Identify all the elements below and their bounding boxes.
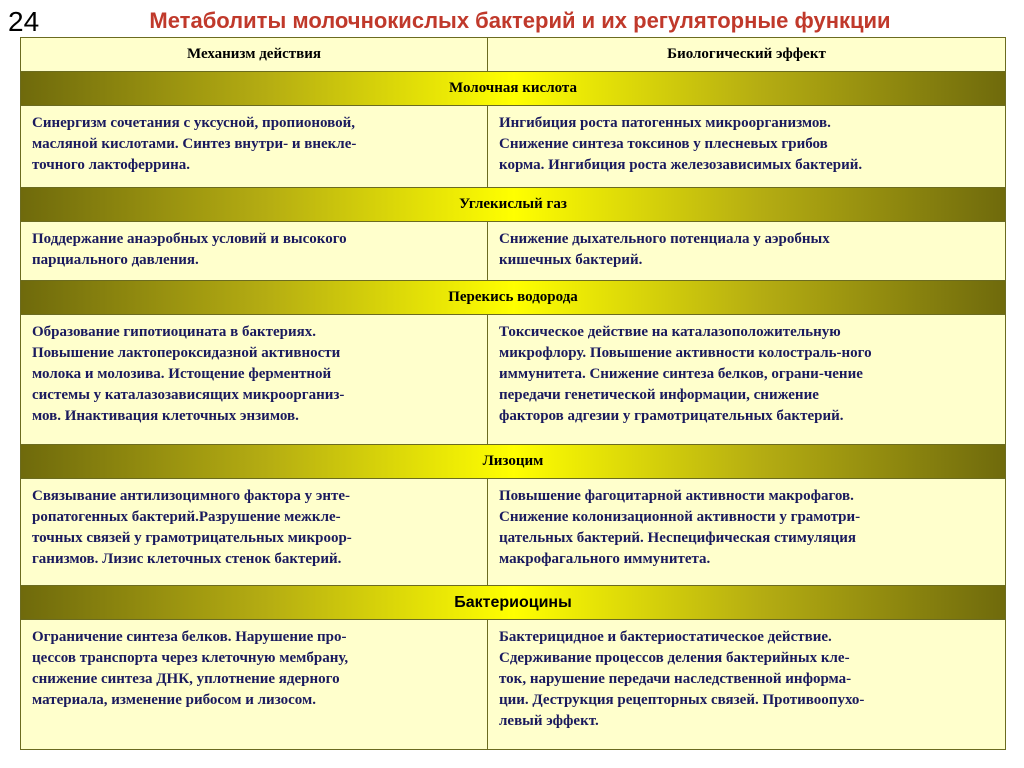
effect-cell — [488, 222, 1006, 281]
category-row-lysozyme — [21, 445, 1006, 479]
text-line: ток, нарушение передачи наследственной информа- — [499, 671, 852, 687]
slide-number: 24 — [8, 6, 40, 37]
text-line: Токсическое действие на каталазоположительную — [499, 324, 841, 340]
header-row — [21, 38, 1006, 72]
text-line: Повышение лактопероксидазной активности — [32, 345, 341, 361]
text-line: Поддержание анаэробных условий и высокого — [32, 231, 347, 247]
text-line: Связывание антилизоцимного фактора у энте- — [32, 488, 351, 504]
category-label: Перекись водорода — [21, 281, 1006, 315]
mechanism-cell — [21, 222, 488, 281]
table-row — [21, 479, 1006, 586]
mechanism-cell — [21, 479, 488, 586]
text-line: левый эффект. — [499, 713, 599, 729]
text-line: парциального давления. — [32, 252, 199, 268]
mechanism-cell — [21, 620, 488, 750]
text-line: Сдерживание процессов деления бактерийных кле- — [499, 650, 850, 666]
category-label: Лизоцим — [21, 445, 1006, 479]
text-line: цательных бактерий. Неспецифическая стимуляция — [499, 530, 856, 546]
text-line: мов. Инактивация клеточных энзимов. — [32, 408, 299, 424]
table-row — [21, 315, 1006, 445]
effect-cell — [488, 479, 1006, 586]
text-line: ропатогенных бактерий.Разрушение межкле- — [32, 509, 341, 525]
category-row-bacteriocins — [21, 586, 1006, 620]
category-row-hydrogen-peroxide — [21, 281, 1006, 315]
text-line: кишечных бактерий. — [499, 252, 643, 268]
table-row — [21, 620, 1006, 750]
text-line: ции. Деструкция рецепторных связей. Противоопухо- — [499, 692, 865, 708]
text-line: микрофлору. Повышение активности колостраль-ного — [499, 345, 872, 361]
category-row-lactic-acid — [21, 72, 1006, 106]
text-line: молока и молозива. Истощение ферментной — [32, 366, 332, 382]
text-line: Образование гипотиоцината в бактериях. — [32, 324, 316, 340]
text-line: корма. Ингибиция роста железозависимых бактерий. — [499, 157, 863, 173]
text-line: Ограничение синтеза белков. Нарушение про- — [32, 629, 347, 645]
text-line: масляной кислотами. Синтез внутри- и внекле- — [32, 136, 357, 152]
category-label: Бактериоцины — [21, 586, 1006, 620]
text-line: Снижение колонизационной активности у грамотри- — [499, 509, 861, 525]
mechanism-cell — [21, 106, 488, 188]
text-line: Повышение фагоцитарной активности макрофагов. — [499, 488, 854, 504]
text-line: снижение синтеза ДНК, уплотнение ядерного — [32, 671, 340, 687]
mechanism-cell — [21, 315, 488, 445]
text-line: передачи генетической информации, снижение — [499, 387, 819, 403]
category-row-carbon-dioxide — [21, 188, 1006, 222]
text-line: Снижение синтеза токсинов у плесневых грибов — [499, 136, 828, 152]
metabolites-table — [20, 37, 1006, 750]
text-line: макрофагального иммунитета. — [499, 551, 711, 567]
text-line: факторов адгезии у грамотрицательных бактерий. — [499, 408, 844, 424]
text-line: точного лактоферрина. — [32, 157, 191, 173]
text-line: системы у каталазозависящих микроорганиз- — [32, 387, 345, 403]
effect-cell — [488, 106, 1006, 188]
text-line: точных связей у грамотрицательных микроор- — [32, 530, 352, 546]
text-line: цессов транспорта через клеточную мембрану, — [32, 650, 349, 666]
text-line: материала, изменение рибосом и лизосом. — [32, 692, 316, 708]
category-label: Молочная кислота — [21, 72, 1006, 106]
text-line: Бактерицидное и бактериостатическое действие. — [499, 629, 832, 645]
table-row — [21, 106, 1006, 188]
effect-cell — [488, 620, 1006, 750]
table-row — [21, 222, 1006, 281]
effect-cell — [488, 315, 1006, 445]
category-label: Углекислый газ — [21, 188, 1006, 222]
page-title: Метаболиты молочнокислых бактерий и их регуляторные функции — [149, 8, 891, 33]
header-effect: Биологический эффект — [488, 38, 1006, 72]
header-mechanism: Механизм действия — [21, 38, 488, 72]
text-line: Ингибиция роста патогенных микроорганизмов. — [499, 115, 831, 131]
text-line: иммунитета. Снижение синтеза белков, ограни-чение — [499, 366, 863, 382]
text-line: Снижение дыхательного потенциала у аэробных — [499, 231, 830, 247]
text-line: Синергизм сочетания с уксусной, пропионовой, — [32, 115, 355, 131]
text-line: ганизмов. Лизис клеточных стенок бактерий. — [32, 551, 342, 567]
